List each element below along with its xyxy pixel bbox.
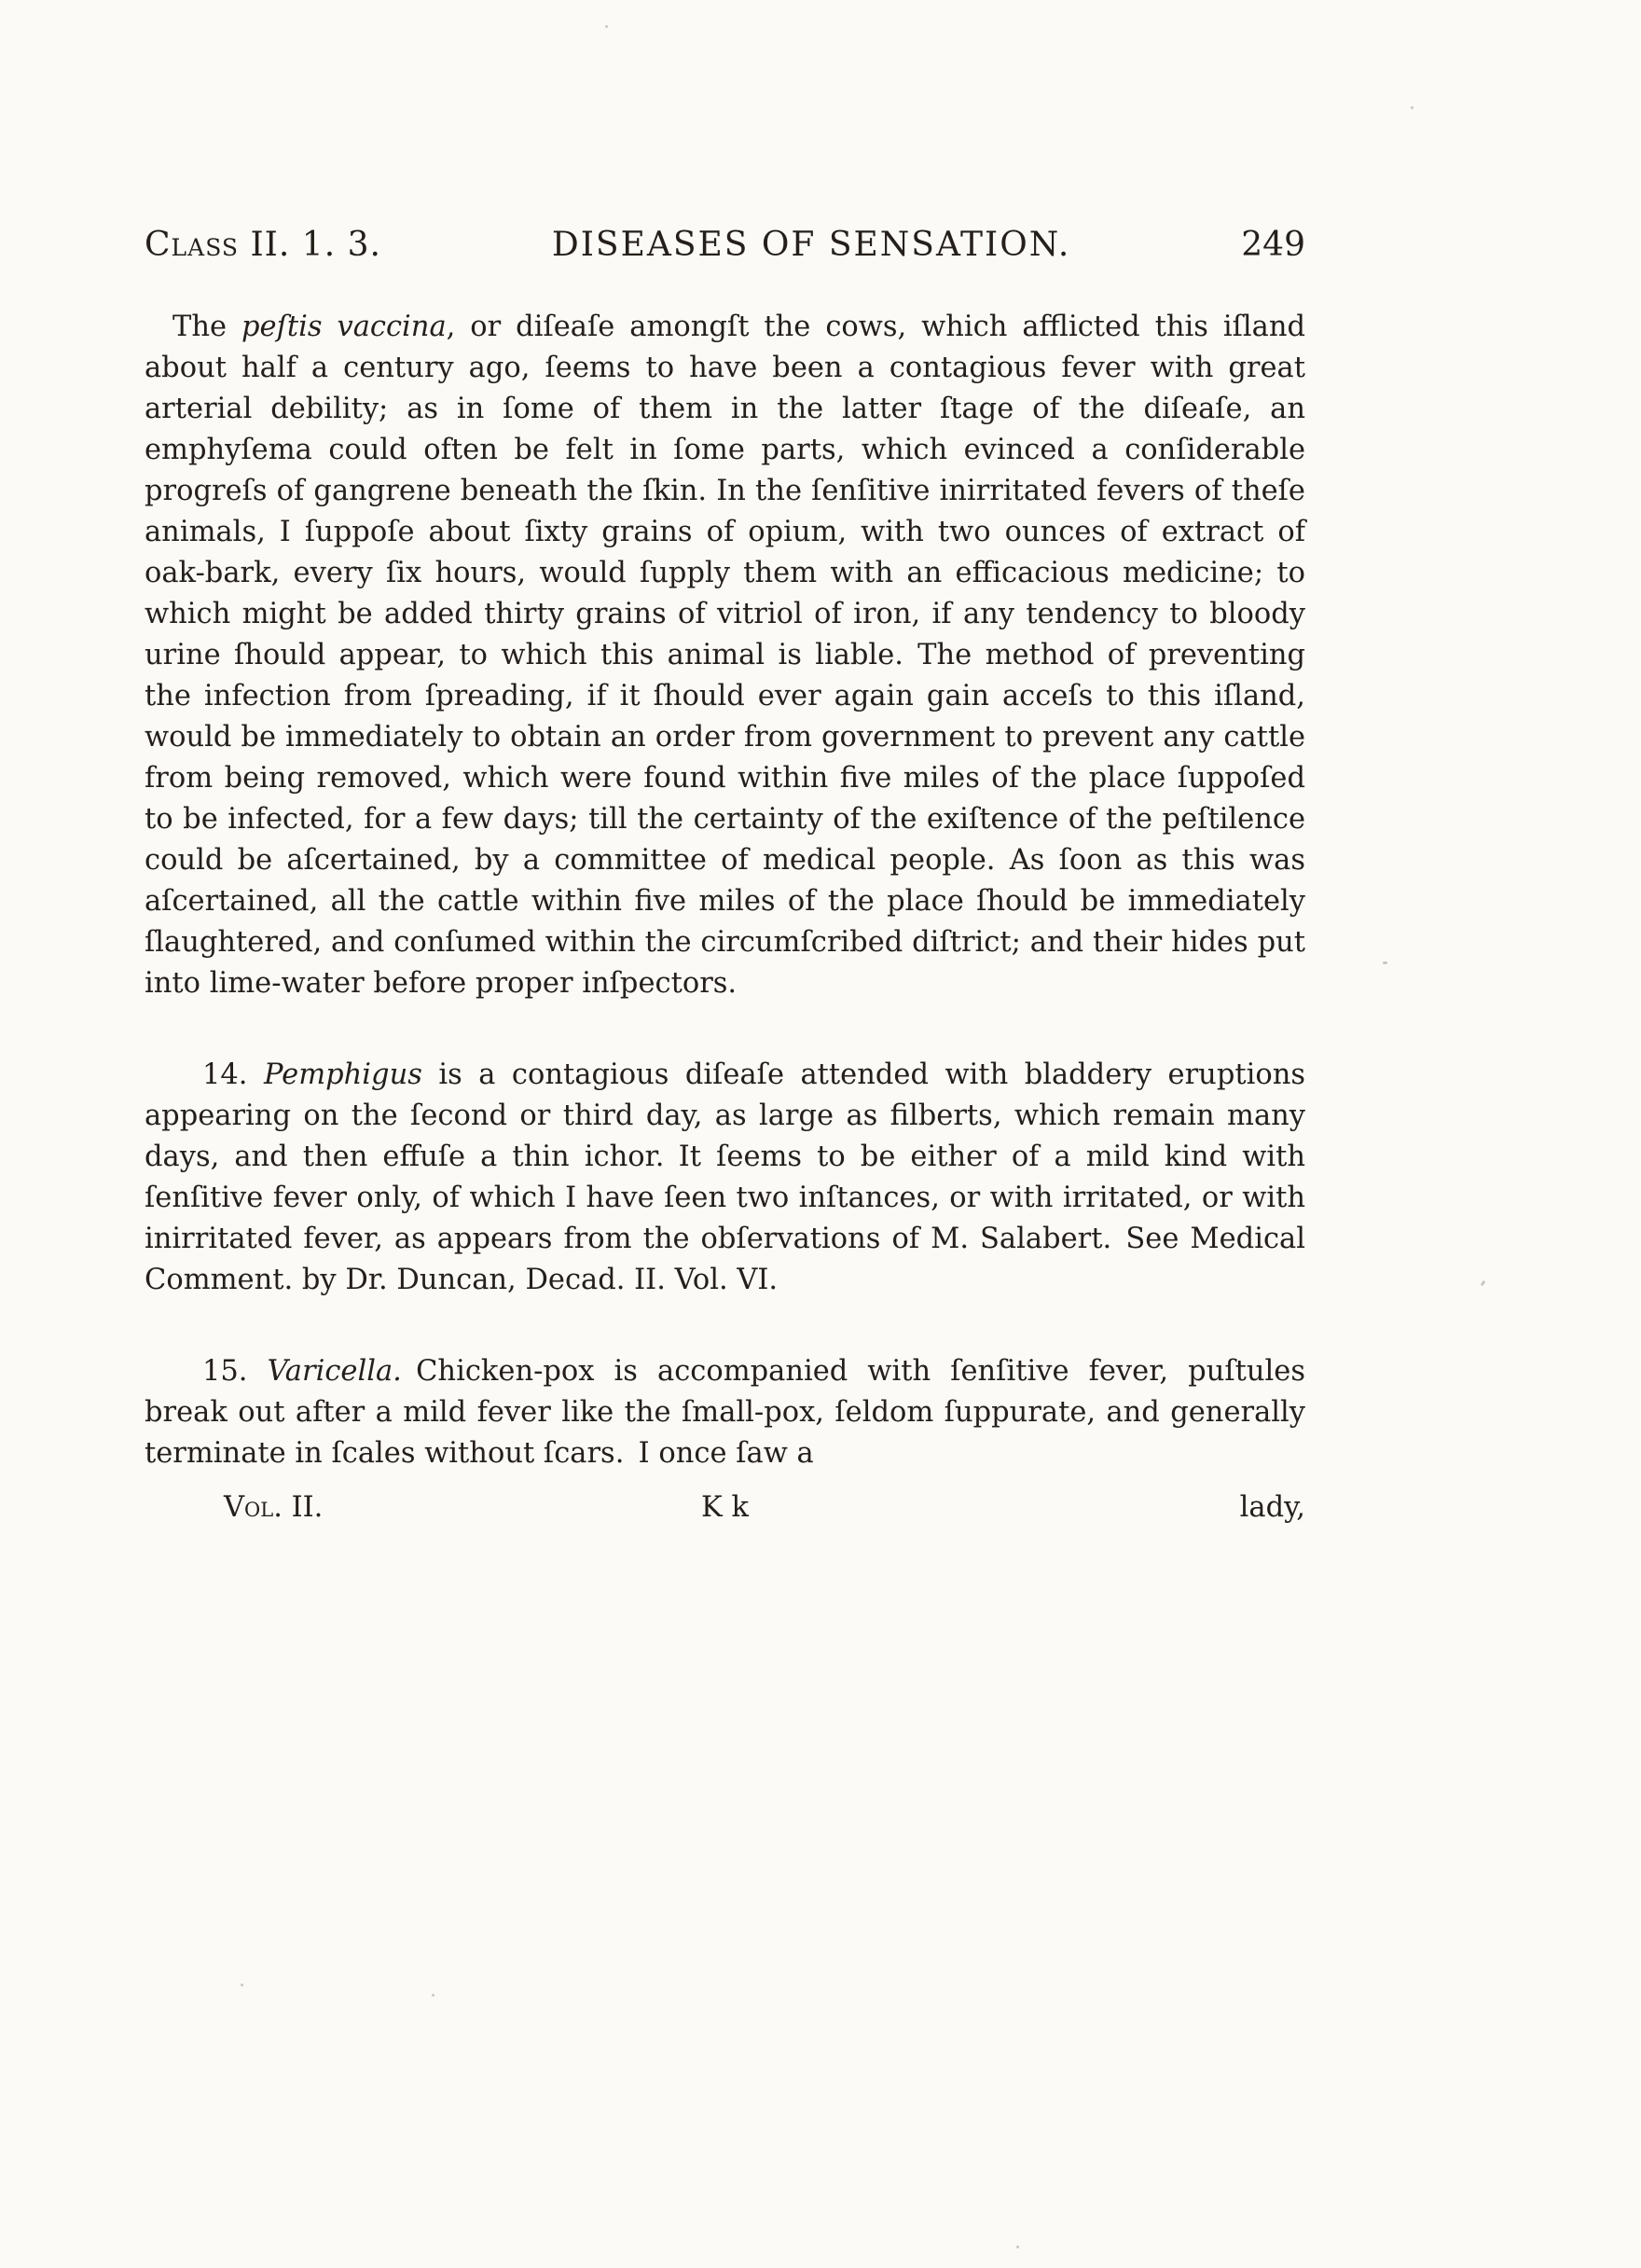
catchword: lady, (1239, 1491, 1305, 1524)
running-title: DISEASES OF SENSATION. (551, 226, 1071, 264)
text-run: Chicken-pox is accompanied with ſenſitive fever, puſtules break out after a mild fever like the ſmall-pox, ſeldom ſuppurate, and generally terminate in ſcales without ſcars. I once ſaw a (145, 1355, 1305, 1470)
paragraph-pestis-vaccina (145, 307, 1305, 1004)
italic-term: Pemphigus (264, 1058, 422, 1091)
scan-speck (1016, 2246, 1019, 2248)
scan-speck (1411, 106, 1413, 109)
italic-term: Varicella. (267, 1355, 402, 1388)
chapter-class-label: Class II. 1. 3. (145, 226, 381, 264)
scan-speck (1383, 961, 1387, 964)
scan-speck (432, 1994, 434, 1997)
scan-speck (1481, 1280, 1486, 1287)
signature-mark: K k (701, 1491, 749, 1524)
volume-label: Vol. II. (224, 1491, 324, 1524)
paragraph-14-pemphigus (145, 1055, 1305, 1301)
scan-speck (241, 1984, 243, 1986)
text-run: 15. (202, 1355, 268, 1388)
text-run: , or diſeaſe amongſt the cows, which afflicted this iſland about half a century ago, ſeems to have been a contagious fever with great arterial debility; as in ſome of them in the latter ſtage of the diſeaſe, an emphyſema could often be felt in ſome parts, which evinced a conſiderable progreſs of gangrene beneath the ſkin. In the ſenſitive inirritated fevers of theſe animals, I ſuppoſe about ſixty grains of opium, with two ounces of extract of oak-bark, every ſix hours, would ſupply them with an efficacious medicine; to which might be added thirty grains of vitriol of iron, if any tendency to bloody urine ſhould appear, to which this animal is liable. The method of preventing the infection from ſpreading, if it ſhould ever again gain acceſs to this iſland, would be immediately to obtain an order from government to prevent any cattle from being removed, which were found within five miles of the place ſuppoſed to be infected, for a few days; till the certainty of the exiſtence of the peſtilence could be aſcertained, by a committee of medical people. As ſoon as this was aſcertained, all the cattle within five miles of the place ſhould be immediately ſlaughtered, and conſumed within the circumſcribed diſtrict; and their hides put into lime-water before proper inſpectors. (145, 311, 1305, 1000)
body-paragraphs (145, 307, 1305, 1474)
text-run: 14. (202, 1058, 264, 1091)
text-run: is a contagious diſeaſe attended with bladdery eruptions appearing on the ſecond or third day, as large as filberts, which remain many days, and then effuſe a thin ichor. It ſeems to be either of a mild kind with ſenſitive fever only, of which I have ſeen two inſtances, or with irritated, or with inirritated fever, as appears from the obſervations of M. Salabert. See Medical Comment. by Dr. Duncan, Decad. II. Vol. VI. (145, 1058, 1306, 1296)
page-number: 249 (1241, 226, 1305, 264)
page-header (145, 226, 1305, 264)
page-footer (145, 1487, 1305, 1528)
italic-term: peſtis vaccina (241, 311, 447, 343)
scan-speck (605, 25, 608, 28)
text-run: The (172, 311, 241, 343)
paragraph-15-varicella (145, 1351, 1305, 1474)
